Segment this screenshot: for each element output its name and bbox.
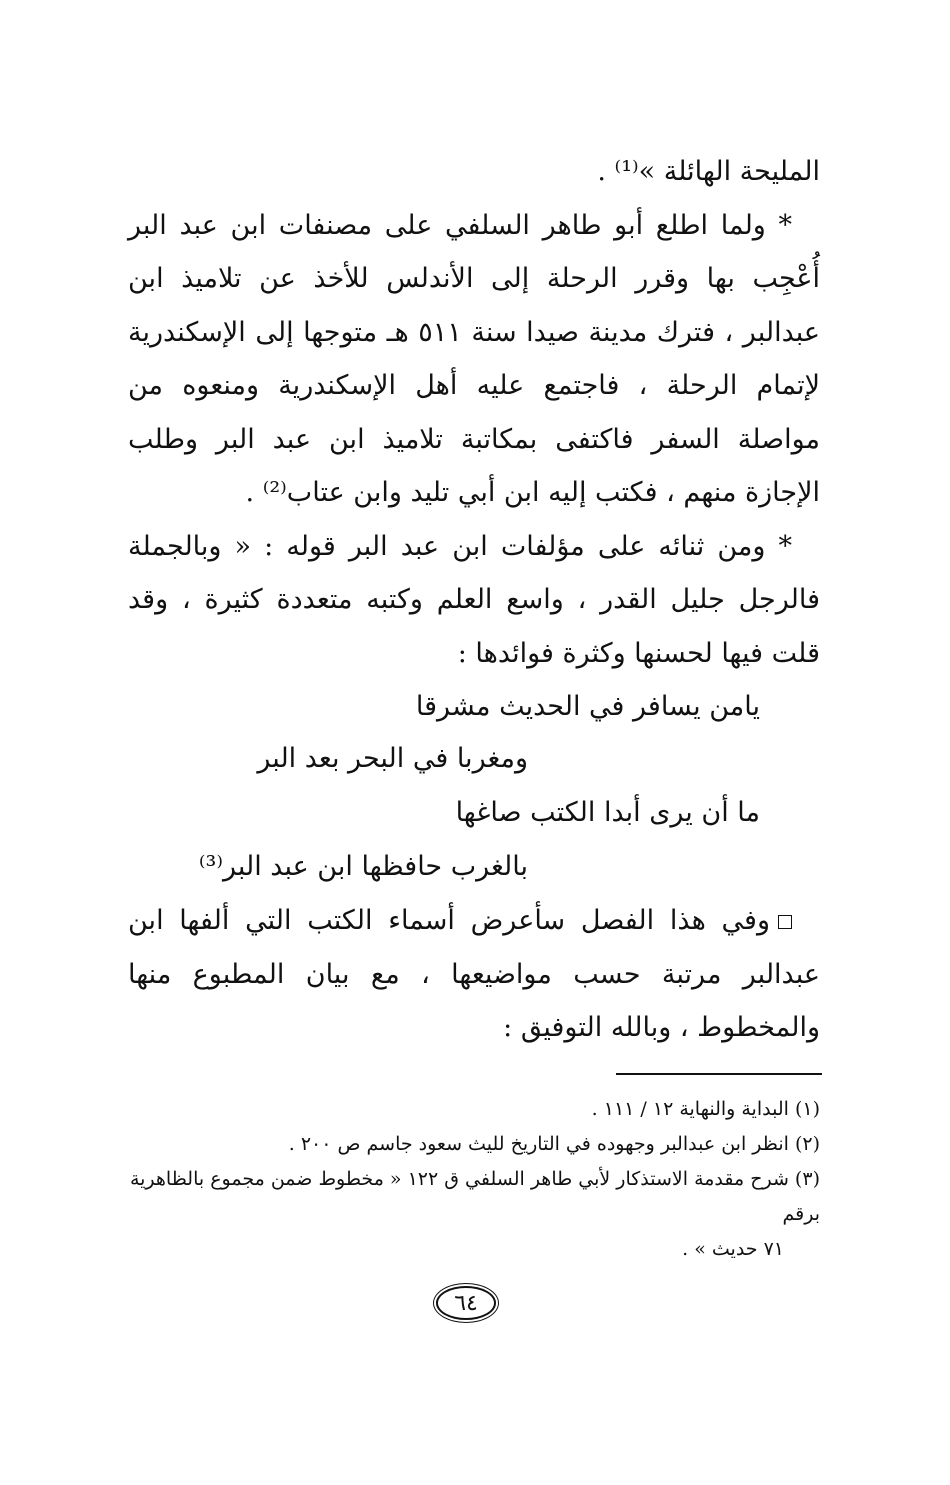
main-text xyxy=(128,145,820,1055)
paragraph-chapter-intro-text: وفي هذا الفصل سأعرض أسماء الكتب التي ألفها ابن عبدالبر مرتبة حسب مواضيعها ، مع بيان المطبوع منها والمخطوط ، وبالله التوفيق : xyxy=(128,905,820,1043)
poem-verse: ما أن يرى أبدا الكتب صاغها xyxy=(455,797,760,828)
poem-verse: يامن يسافر في الحديث مشرقا xyxy=(415,691,760,722)
paragraph-praise: * ومن ثنائه على مؤلفات ابن عبد البر قوله : « وبالجملة فالرجل جليل القدر ، واسع العلم وكتبه متعددة كثيرة ، وقد قلت فيها لحسنها وكثرة فوائدها : xyxy=(128,530,820,669)
footnote-3 xyxy=(110,1162,820,1267)
page-number: ٦٤ xyxy=(436,1286,496,1320)
footnote-3-line-2: ٧١ حديث » . xyxy=(682,1238,784,1260)
footnote-divider xyxy=(616,1073,822,1075)
poem-verse: ومغربا في البحر بعد البر xyxy=(257,743,528,774)
footnote-3-line-1: (٣) شرح مقدمة الاستذكار لأبي طاهر السلفي ق ١٢٢ « مخطوط ضمن مجموع بالظاهرية برقم xyxy=(129,1168,820,1225)
paragraph-continuation: المليحة الهائلة »⁽¹⁾ . xyxy=(597,156,820,187)
footnote-1: (١) البداية والنهاية ١٢ / ١١١ . xyxy=(591,1098,820,1120)
paragraph-chapter-intro xyxy=(128,894,820,1055)
footnotes xyxy=(110,1092,820,1267)
square-marker-icon xyxy=(778,915,792,929)
poem-verse: بالغرب حافظها ابن عبد البر⁽³⁾ xyxy=(198,851,528,882)
footnote-2: (٢) انظر ابن عبدالبر وجهوده في التاريخ لليث سعود جاسم ص ٢٠٠ . xyxy=(288,1133,820,1155)
poem xyxy=(128,680,820,894)
paragraph-silafi-journey: * ولما اطلع أبو طاهر السلفي على مصنفات ابن عبد البر أُعْجِب بها وقرر الرحلة إلى الأندلس للأخذ عن تلاميذ ابن عبدالبر ، فترك مدينة صيدا سنة ٥١١ هـ متوجها إلى الإسكندرية لإتمام الرحلة ، فاجتمع عليه أهل الإسكندرية ومنعوه من مواصلة السفر فاكتفى بمكاتبة تلاميذ ابن عبد البر وطلب الإجازة منهم ، فكتب إليه ابن أبي تليد وابن عتاب⁽²⁾ . xyxy=(128,209,820,508)
